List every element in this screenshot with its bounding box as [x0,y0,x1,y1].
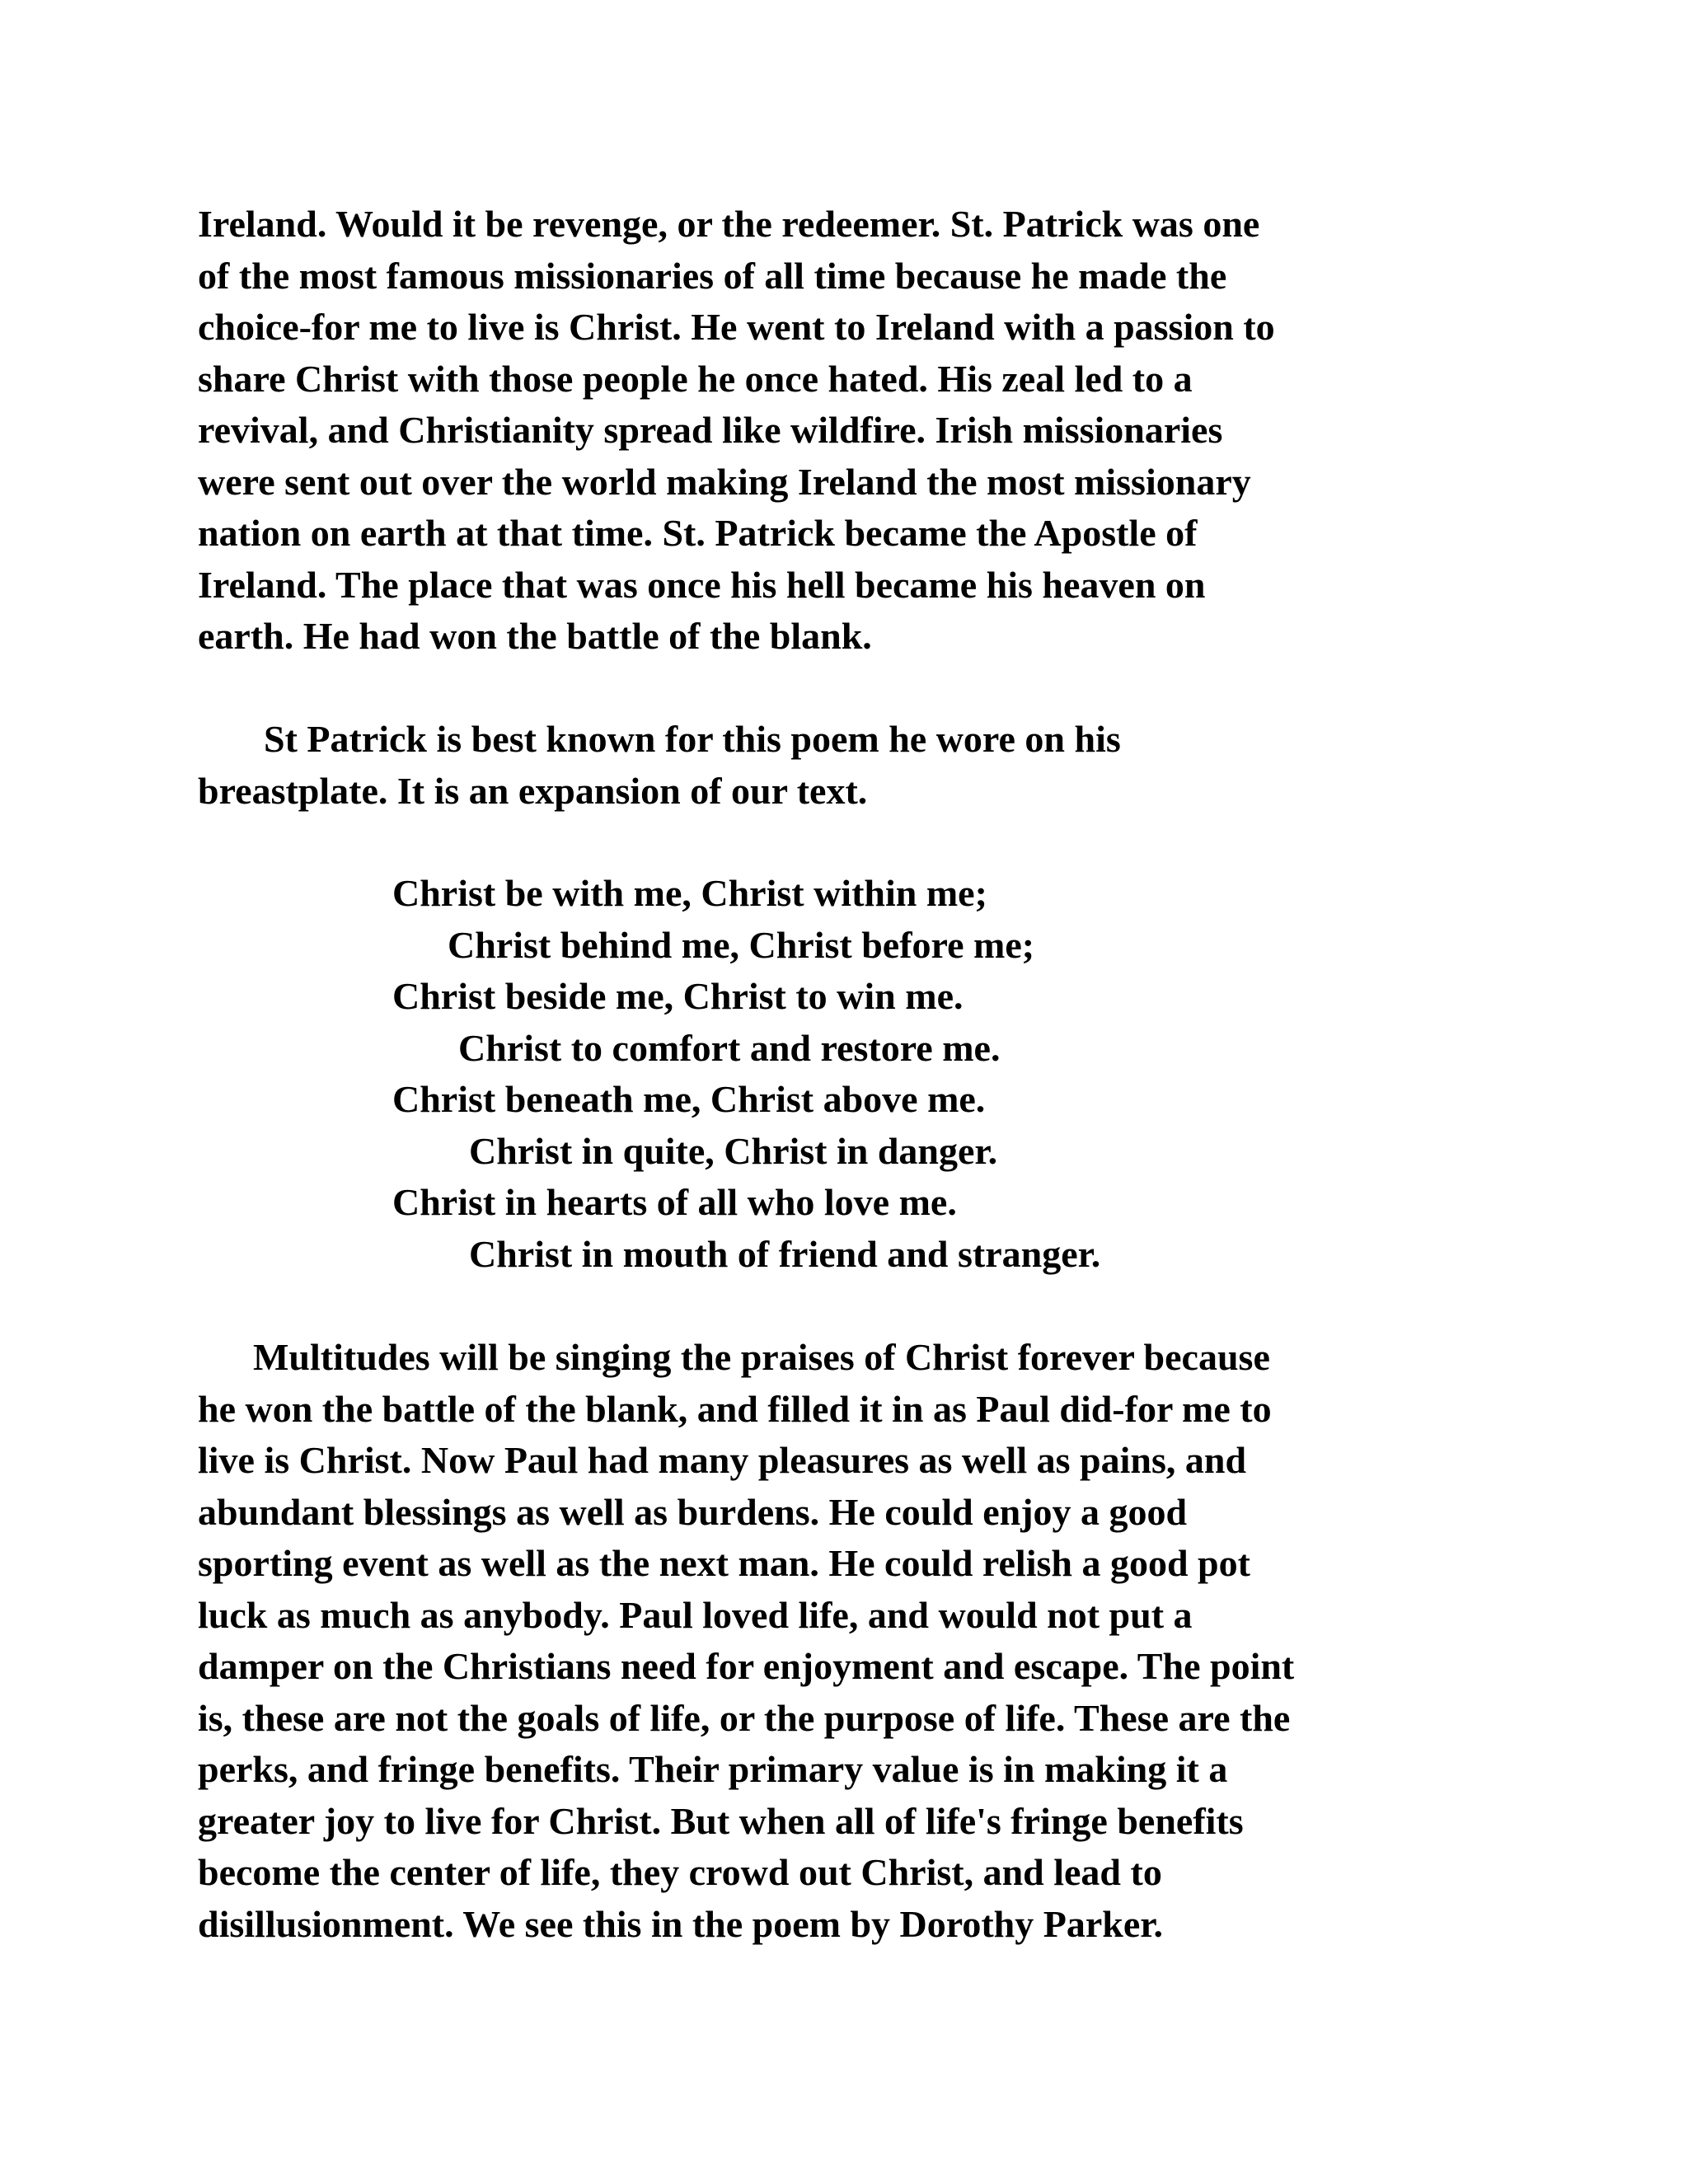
text-line: sporting event as well as the next man. He could relish a good pot [198,1542,1250,1584]
text-line: damper on the Christians need for enjoyment and escape. The point [198,1645,1295,1687]
text-line: perks, and fringe benefits. Their primary value is in making it a [198,1748,1228,1790]
text-line: breastplate. It is an expansion of our text. [198,769,868,812]
text-line: of the most famous missionaries of all time because he made the [198,254,1227,297]
text-line: share Christ with those people he once hated. His zeal led to a [198,357,1193,400]
breastplate-poem [392,868,1299,1280]
text-line: choice-for me to live is Christ. He went to Ireland with a passion to [198,306,1275,348]
text-line: live is Christ. Now Paul had many pleasures as well as pains, and [198,1439,1247,1481]
text-line: were sent out over the world making Ireland the most missionary [198,460,1251,503]
text-line: earth. He had won the battle of the blank. [198,615,872,657]
poem-line: Christ in hearts of all who love me. [392,1181,957,1223]
poem-line: Christ in mouth of friend and stranger. [469,1232,1101,1275]
poem-line: Christ in quite, Christ in danger. [469,1129,998,1172]
text-line: Ireland. The place that was once his hell became his heaven on [198,563,1206,606]
text-line: Ireland. Would it be revenge, or the redeemer. St. Patrick was one [198,203,1260,245]
paragraph-multitudes [198,1332,1500,1950]
text-line: he won the battle of the blank, and filled it in as Paul did-for me to [198,1387,1272,1430]
paragraph-st-patrick-ireland [198,199,1500,663]
text-line: greater joy to live for Christ. But when all of life's fringe benefits [198,1799,1244,1842]
poem-line: Christ beneath me, Christ above me. [392,1078,986,1120]
text-line: Multitudes will be singing the praises of Christ forever because [253,1336,1270,1378]
text-line: nation on earth at that time. St. Patrick became the Apostle of [198,512,1198,554]
poem-line: Christ beside me, Christ to win me. [392,975,964,1017]
text-line: revival, and Christianity spread like wildfire. Irish missionaries [198,409,1223,451]
text-line: St Patrick is best known for this poem he wore on his [264,718,1121,760]
text-line: disillusionment. We see this in the poem by Dorothy Parker. [198,1902,1163,1945]
text-line: is, these are not the goals of life, or the purpose of life. These are the [198,1696,1291,1739]
text-line: become the center of life, they crowd out Christ, and lead to [198,1851,1162,1893]
poem-line: Christ behind me, Christ before me; [448,923,1035,966]
poem-line: Christ be with me, Christ within me; [392,872,987,914]
poem-line: Christ to comfort and restore me. [458,1026,1001,1069]
text-line: abundant blessings as well as burdens. He could enjoy a good [198,1490,1188,1533]
text-line: luck as much as anybody. Paul loved life, and would not put a [198,1593,1193,1636]
paragraph-breastplate-intro [198,714,1500,817]
